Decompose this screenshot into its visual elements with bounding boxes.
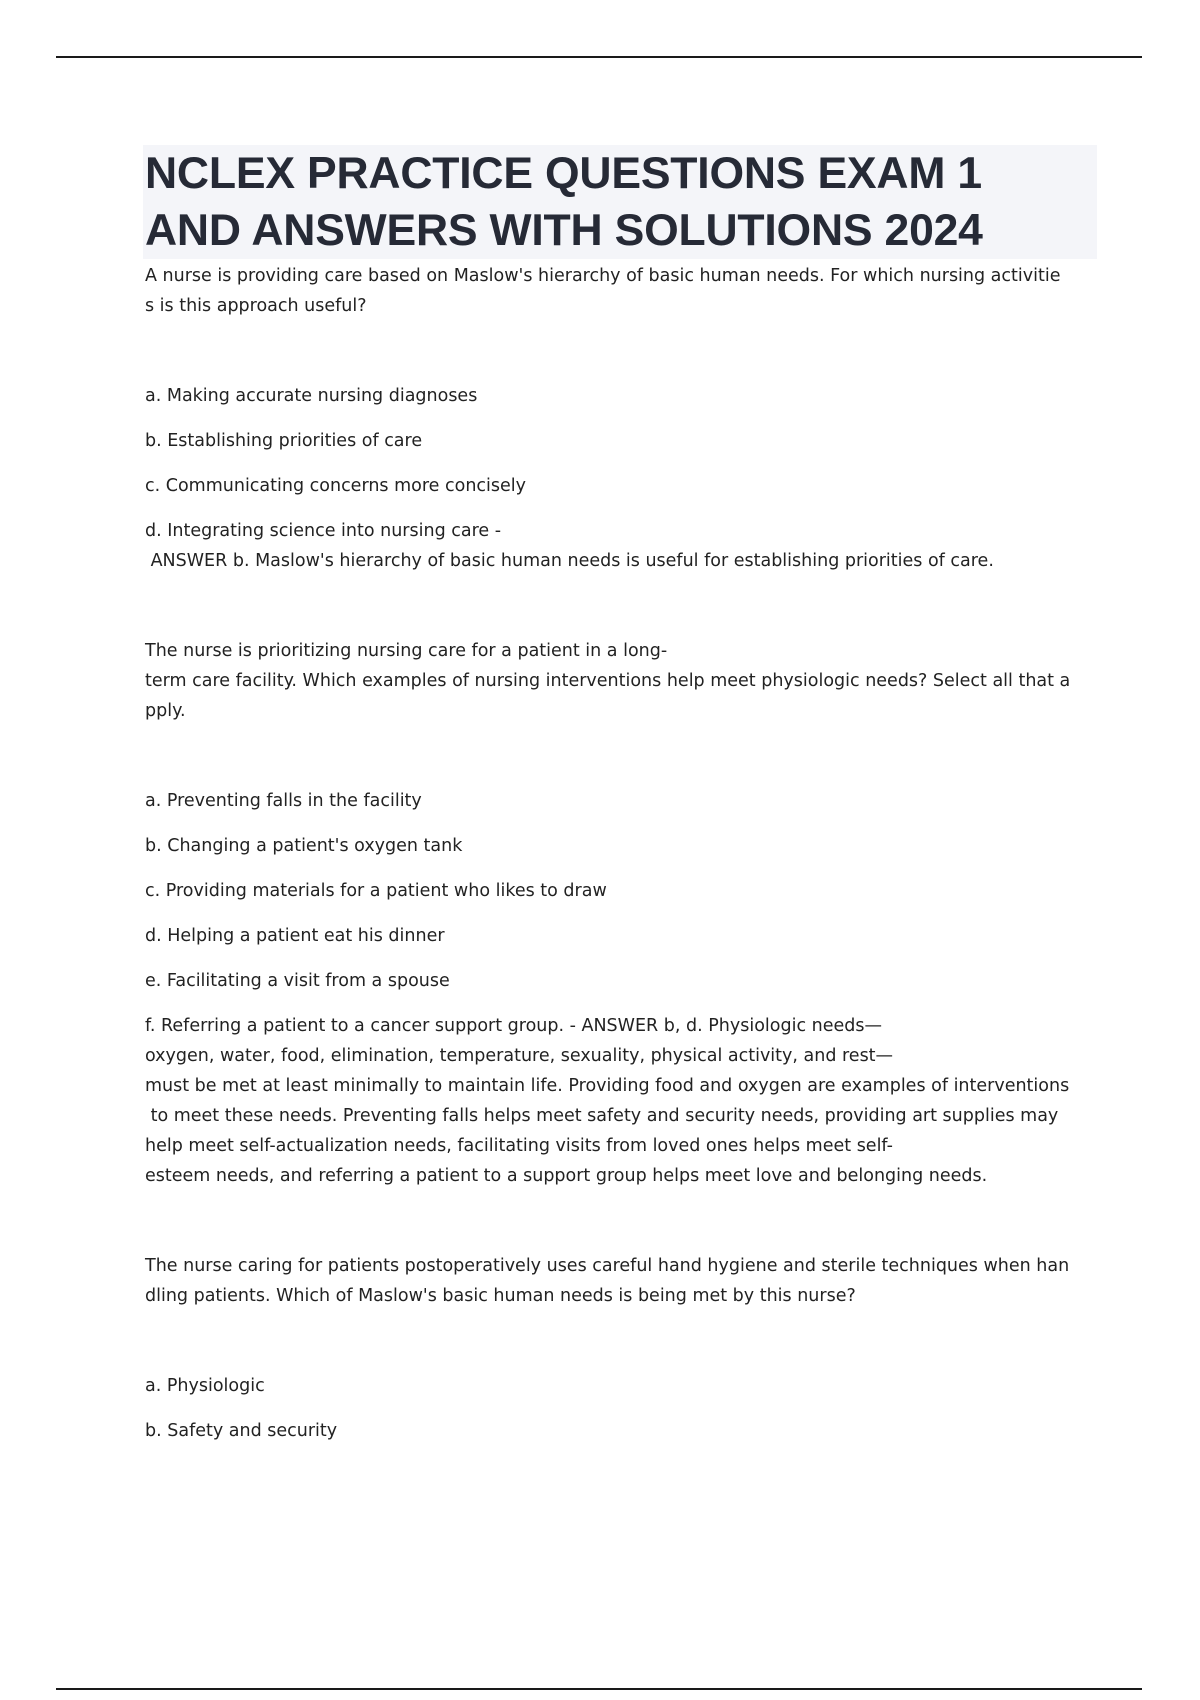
document-body <box>145 145 1095 1446</box>
question-2 <box>145 636 1095 1191</box>
question-2-option-b: b. Changing a patient's oxygen tank <box>145 836 463 856</box>
question-1-answer: ANSWER b. Maslow's hierarchy of basic human needs is useful for establishing priorities of care. <box>145 551 994 571</box>
header-rule <box>56 56 1142 58</box>
question-2-option-a: a. Preventing falls in the facility <box>145 791 422 811</box>
question-3-stem: The nurse caring for patients postoperatively uses careful hand hygiene and sterile techniques when han dling patients. Which of Maslow's basic human needs is being met by this nurse? <box>145 1256 1070 1306</box>
question-1-option-b: b. Establishing priorities of care <box>145 431 423 451</box>
question-1-stem: A nurse is providing care based on Maslow's hierarchy of basic human needs. For which nursing activitie s is this approach useful? <box>145 266 1061 316</box>
question-2-option-e: e. Facilitating a visit from a spouse <box>145 971 450 991</box>
question-2-answer: f. Referring a patient to a cancer support group. - ANSWER b, d. Physiologic needs— oxygen, water, food, elimination, temperature, sexuality, physical activity, and rest— must be met at least minimally to maintain life. Providing food and oxygen are examples of interventions to meet these needs. Preventing falls helps meet safety and security needs, providing art supplies may help meet self-actualization needs, facilitating visits from loved ones helps meet self- esteem needs, and referring a patient to a support group helps meet love and belonging needs. <box>145 1016 1070 1186</box>
question-3 <box>145 1251 1095 1446</box>
question-2-options <box>145 786 1095 1191</box>
document-title <box>143 145 1097 259</box>
footer-rule <box>56 1688 1142 1690</box>
title-line-1: NCLEX PRACTICE QUESTIONS EXAM 1 <box>145 149 982 198</box>
question-3-option-a: a. Physiologic <box>145 1376 265 1396</box>
question-3-option-b: b. Safety and security <box>145 1421 338 1441</box>
question-1-option-d: d. Integrating science into nursing care - <box>145 521 502 541</box>
question-2-option-d: d. Helping a patient eat his dinner <box>145 926 445 946</box>
question-2-stem: The nurse is prioritizing nursing care for a patient in a long- term care facility. Which examples of nursing interventions help meet physiologic needs? Select all that a pply. <box>145 641 1071 721</box>
question-3-options <box>145 1371 1095 1446</box>
question-1-option-c: c. Communicating concerns more concisely <box>145 476 527 496</box>
question-2-option-c: c. Providing materials for a patient who likes to draw <box>145 881 607 901</box>
question-1-option-a: a. Making accurate nursing diagnoses <box>145 386 478 406</box>
title-line-2: AND ANSWERS WITH SOLUTIONS 2024 <box>145 206 983 255</box>
question-1 <box>145 261 1095 576</box>
question-1-options <box>145 381 1095 576</box>
